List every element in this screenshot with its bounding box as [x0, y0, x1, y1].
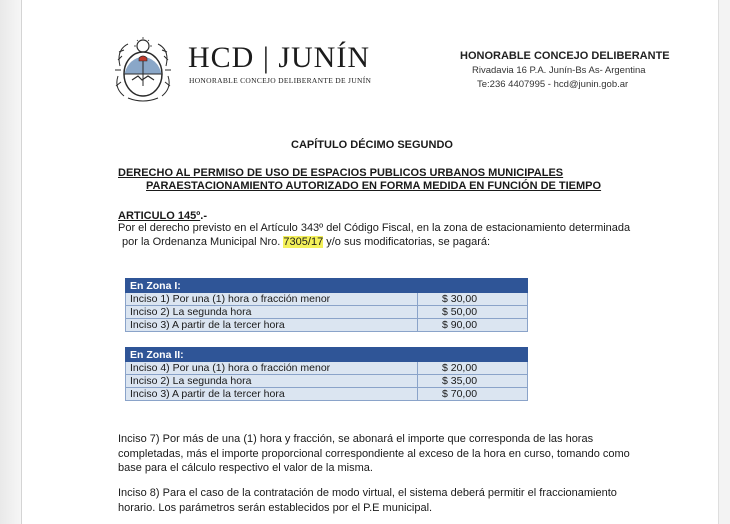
row-label: Inciso 2) La segunda hora [126, 375, 418, 388]
article-name: ARTICULO 145º [118, 210, 201, 222]
zone-2-table [125, 347, 528, 401]
row-label: Inciso 3) A partir de la tercer hora [126, 388, 418, 401]
paragraph-line: completadas, más el importe proporcional correspondiente al exceso de la hora en curso, tomando como [118, 447, 630, 460]
row-label: Inciso 4) Por una (1) hora o fracción menor [126, 362, 418, 375]
section-title-line1: DERECHO AL PERMISO DE USO DE ESPACIOS PUBLICOS URBANOS MUNICIPALES [118, 167, 564, 179]
ordinance-number: 7305/17 [283, 236, 324, 248]
viewer-left-margin [0, 0, 22, 524]
council-name: HONORABLE CONCEJO DELIBERANTE [460, 50, 670, 62]
row-amount: $ 35,00 [418, 375, 528, 388]
table-row [126, 362, 528, 375]
row-amount: $ 70,00 [418, 388, 528, 401]
paragraph-line: horario. Los parámetros serán establecidos por el P.E municipal. [118, 501, 433, 514]
logo-title: HCD | JUNÍN [188, 41, 371, 74]
paragraph-line: Inciso 7) Por más de una (1) hora y fracción, se abonará el importe que corresponda de las horas [118, 433, 594, 445]
row-amount: $ 90,00 [418, 319, 528, 332]
inciso-8-paragraph [118, 486, 648, 515]
table-row [126, 375, 528, 388]
table-row [126, 388, 528, 401]
row-amount: $ 30,00 [418, 293, 528, 306]
article-text-before: por la Ordenanza Municipal Nro. [122, 236, 284, 248]
table-row [126, 306, 528, 319]
section-title-line2: PARAESTACIONAMIENTO AUTORIZADO EN FORMA MEDIDA EN FUNCIÓN DE TIEMPO [146, 180, 602, 192]
article-text-line2 [122, 236, 490, 248]
paragraph-line: Inciso 8) Para el caso de la contratación de modo virtual, el sistema deberá permitir el fraccionamiento [118, 487, 617, 499]
council-contact: Te:236 4407995 - hcd@junin.gob.ar [477, 79, 629, 90]
row-label: Inciso 3) A partir de la tercer hora [126, 319, 418, 332]
viewer-scrollbar[interactable] [718, 0, 730, 524]
row-label: Inciso 1) Por una (1) hora o fracción menor [126, 293, 418, 306]
article-text-line1: Por el derecho previsto en el Artículo 343º del Código Fiscal, en la zona de estacionamiento determinada [118, 222, 631, 234]
row-amount: $ 20,00 [418, 362, 528, 375]
chapter-title: CAPÍTULO DÉCIMO SEGUNDO [291, 139, 453, 151]
row-label: Inciso 2) La segunda hora [126, 306, 418, 319]
table-row [126, 319, 528, 332]
zone-1-table [125, 278, 528, 332]
logo-subtitle: HONORABLE CONCEJO DELIBERANTE DE JUNÍN [189, 76, 372, 85]
council-address: Rivadavia 16 P.A. Junín-Bs As- Argentina [472, 65, 646, 76]
table-row [126, 293, 528, 306]
coat-of-arms-icon [112, 36, 174, 104]
article-text-after: y/o sus modificatorias, se pagará: [323, 236, 491, 248]
zone-1-title: En Zona I: [126, 279, 528, 293]
inciso-7-paragraph [118, 432, 648, 476]
paragraph-line: base para el cálculo respectivo el valor de la misma. [118, 462, 373, 474]
row-amount: $ 50,00 [418, 306, 528, 319]
zone-2-title: En Zona II: [126, 348, 528, 362]
article-suffix: .- [200, 210, 207, 222]
article-heading [118, 210, 207, 222]
